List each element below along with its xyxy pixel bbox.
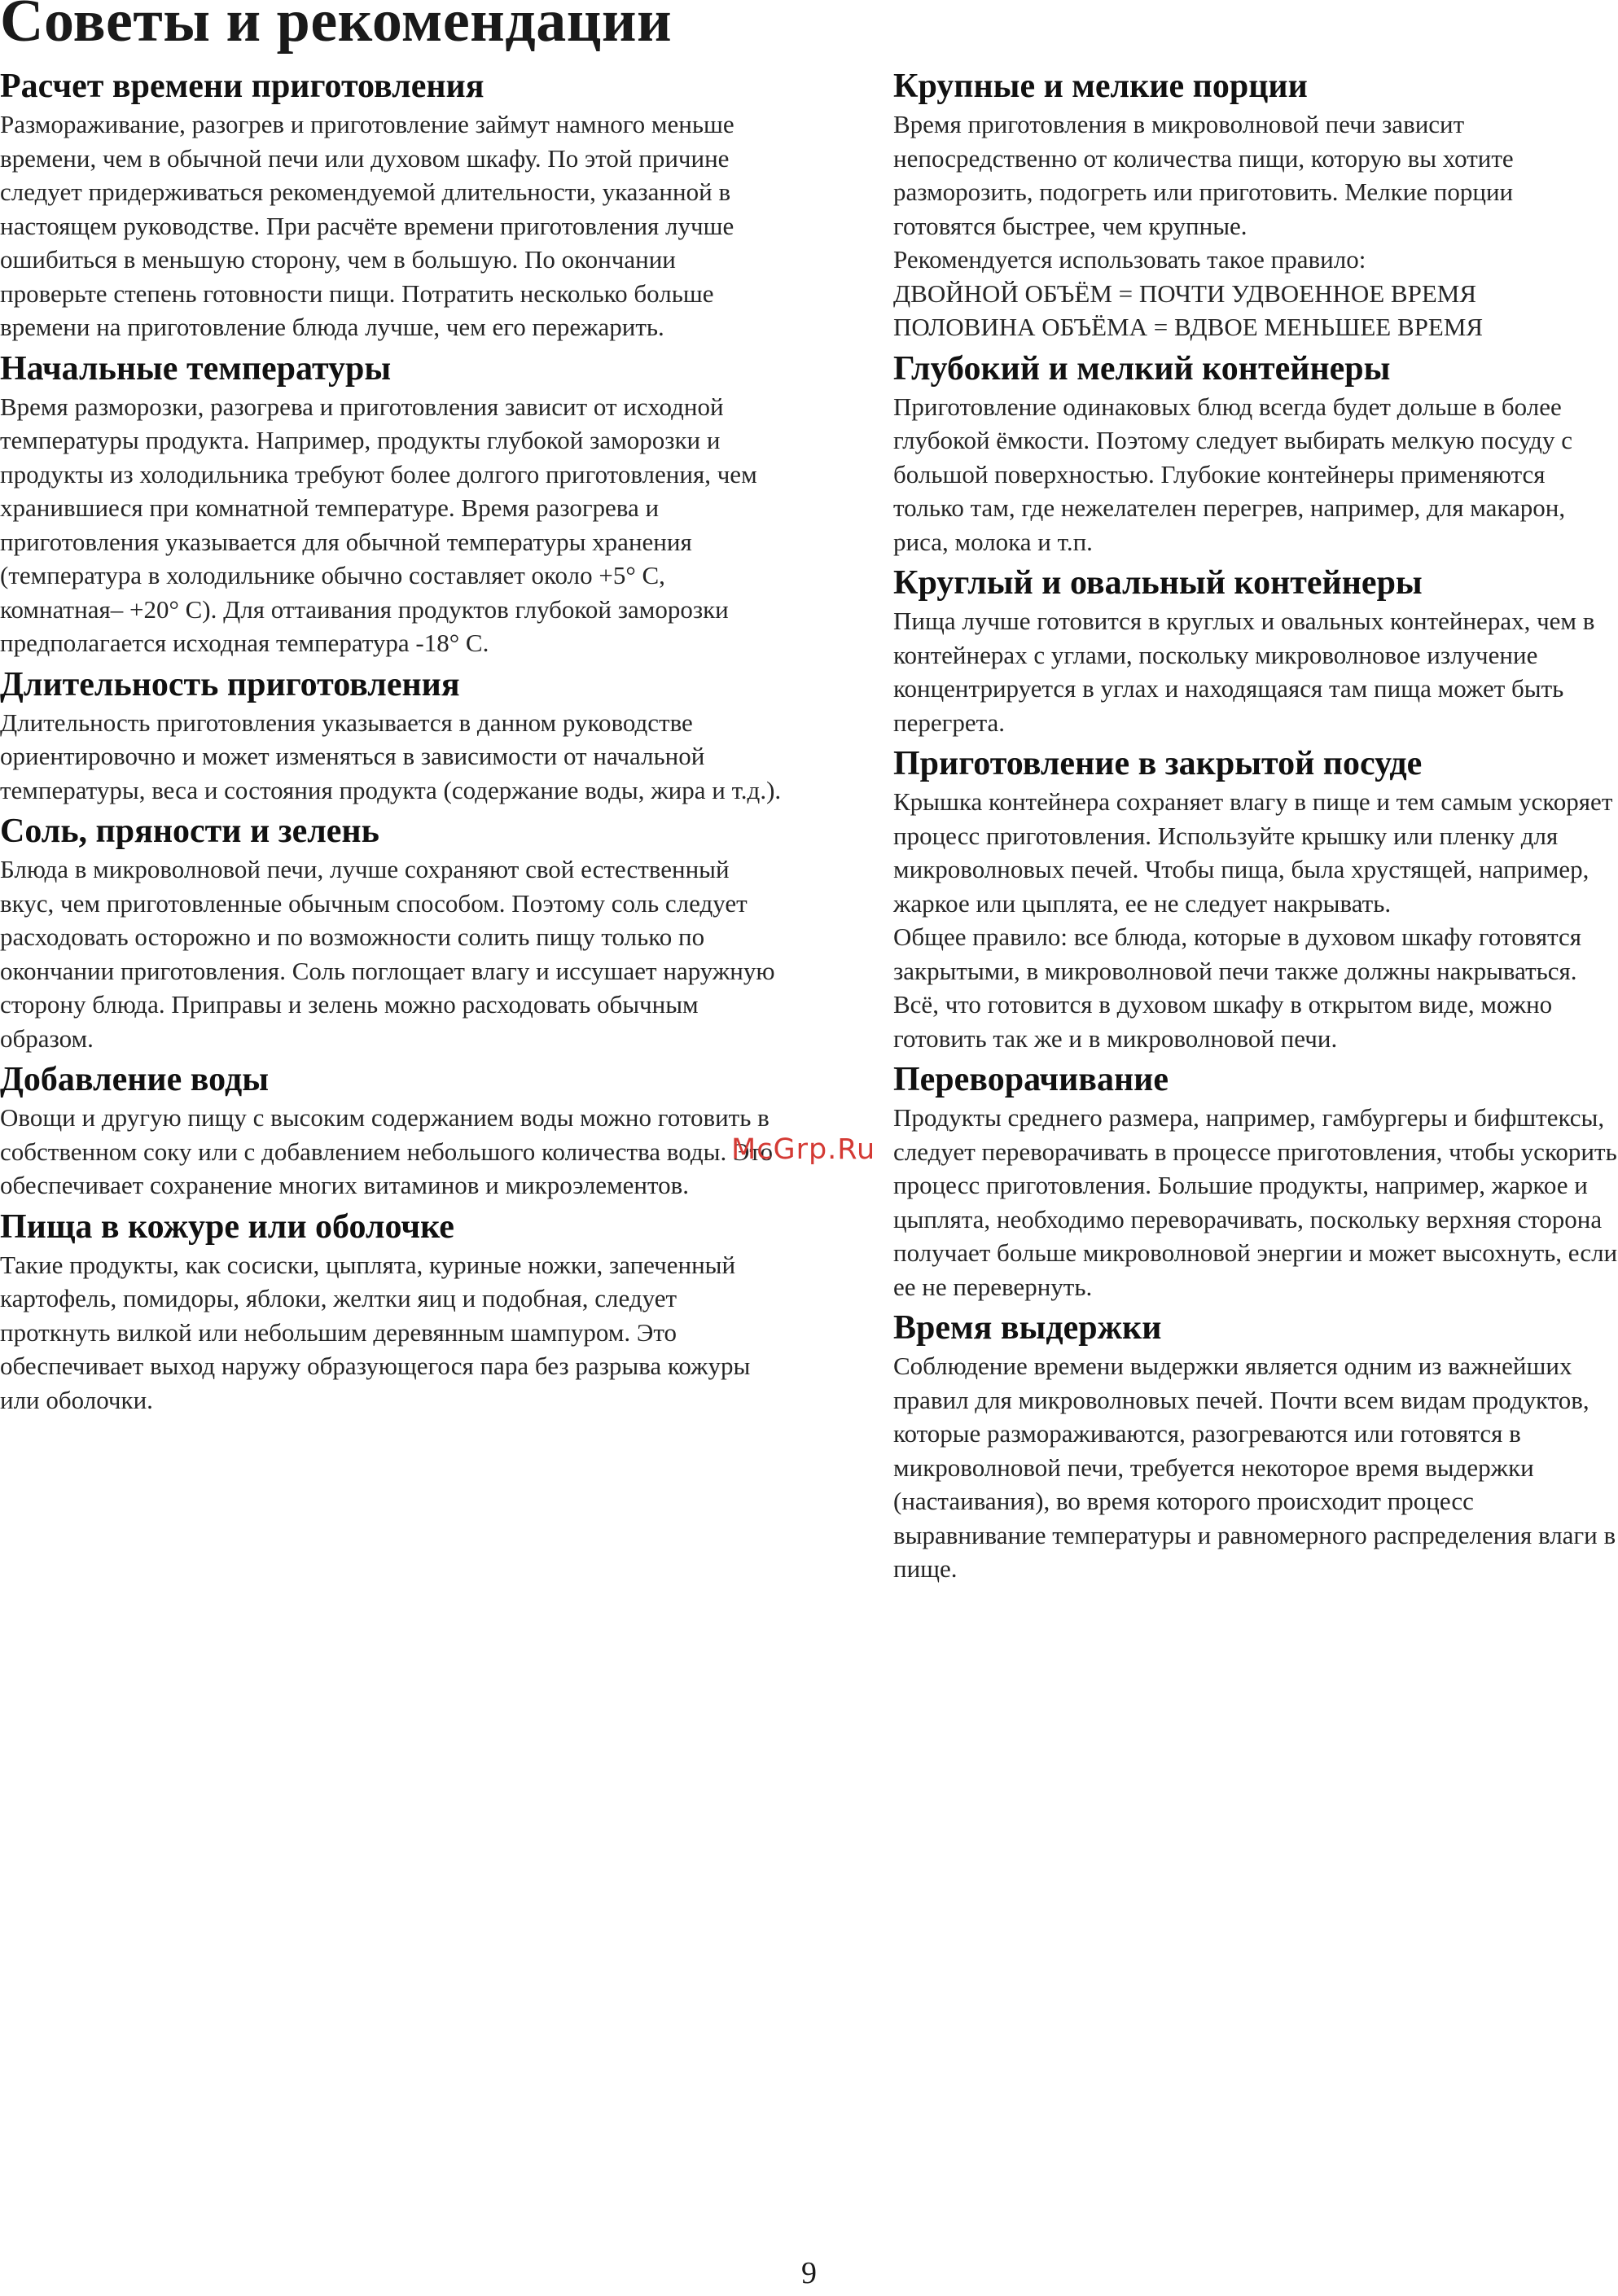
section-heading: Глубокий и мелкий контейнеры — [893, 349, 1391, 388]
section-body — [0, 1248, 782, 1417]
section-body — [0, 107, 782, 344]
section-heading: Длительность приготовления — [0, 665, 460, 703]
section-covered-cooking — [893, 743, 1618, 1055]
section-heading: Переворачивание — [893, 1061, 1169, 1098]
section-heading: Круглый и овальный контейнеры — [893, 564, 1423, 602]
section-body — [0, 390, 782, 660]
section-salt-spices-herbs — [0, 810, 782, 1055]
paragraph: Общее правило: все блюда, которые в духовом шкафу готовятся закрытыми, в микроволновой печи также должны накрываться. Всё, что готовится в духовом шкафу в открытом виде, можно готовить так же и в микроволновой печи. — [893, 922, 1582, 1053]
section-standing-time — [893, 1307, 1618, 1586]
paragraph: Крышка контейнера сохраняет влагу в пище и тем самым ускоряет процесс приготовления. Используйте крышку или пленку для микроволновых печей. Чтобы пища, была хрустящей, например, жаркое или цыплята, ее не следует накрывать. — [893, 787, 1613, 918]
paragraph: Такие продукты, как сосиски, цыплята, куриные ножки, запеченный картофель, помидоры, яблоки, желтки яиц и подобная, следует проткнуть вилкой или небольшим деревянным шампуром. Это обеспечивает выход наружу образующегося пара без разрыва кожуры или оболочки. — [0, 1250, 751, 1414]
paragraph: Приготовление одинаковых блюд всегда будет дольше в более глубокой ёмкости. Поэтому следует выбирать мелкую посуду с большой поверхностью. Глубокие контейнеры применяются только там, где нежелателен перегрев, например, для макарон, риса, молока и т.п. — [893, 392, 1572, 556]
paragraph: Время приготовления в микроволновой печи зависит непосредственно от количества пищи, которую вы хотите разморозить, подогреть или приготовить. Мелкие порции готовятся быстрее, чем крупные. — [893, 110, 1514, 240]
left-column — [0, 65, 782, 1420]
section-heading: Приготовление в закрытой посуде — [893, 745, 1423, 782]
section-body — [893, 390, 1618, 559]
paragraph: Соблюдение времени выдержки является одним из важнейших правил для микроволновых печей. Почти всем видам продуктов, которые размораживаются, разогреваются или готовятся в микроволновой печи, требуется некоторое время выдержки (настаивания), во время которого происходит процесс выравнивание температуры и равномерного распределения влаги в пище. — [893, 1352, 1616, 1583]
section-body — [893, 1349, 1618, 1586]
section-heading: Расчет времени приготовления — [0, 68, 485, 105]
paragraph: Рекомендуется использовать такое правило: — [893, 245, 1366, 274]
section-cooking-time-calc — [0, 65, 782, 344]
section-round-oval-containers — [893, 562, 1618, 739]
section-turning-over — [893, 1058, 1618, 1304]
paragraph: Размораживание, разогрев и приготовление займут намного меньше времени, чем в обычной печи или духовом шкафу. По этой причине следует придерживаться рекомендуемой длительности, указанной в настоящем руководстве. При расчёте времени приготовления лучше ошибиться в меньшую сторону, чем в большую. По окончании проверьте степень готовности пищи. Потратить несколько больше времени на приготовление блюда лучше, чем его пережарить. — [0, 110, 734, 341]
section-heading: Пища в кожуре или оболочке — [0, 1207, 454, 1246]
section-body — [0, 852, 782, 1055]
watermark: McGrp.Ru — [731, 1133, 876, 1166]
section-adding-water — [0, 1058, 782, 1203]
section-large-small-portions — [893, 65, 1618, 344]
paragraph: Пища лучше готовится в круглых и овальных контейнерах, чем в контейнерах с углами, поскольку микроволновое излучение концентрируется в углах и находящаяся там пища может быть перегрета. — [893, 607, 1595, 737]
section-body — [893, 107, 1618, 344]
rule-line: ПОЛОВИНА ОБЪЁМА = ВДВОЕ МЕНЬШЕЕ ВРЕМЯ — [893, 313, 1484, 341]
section-body — [0, 1101, 782, 1203]
section-heading: Начальные температуры — [0, 349, 392, 388]
section-body — [893, 785, 1618, 1055]
section-cooking-duration — [0, 664, 782, 808]
section-initial-temperatures — [0, 348, 782, 660]
paragraph: Блюда в микроволновой печи, лучше сохраняют свой естественный вкус, чем приготовленные обычным способом. Поэтому соль следует расходовать осторожно и по возможности солить пищу только по окончании приготовления. Соль поглощает влагу и иссушает наружную сторону блюда. Приправы и зелень можно расходовать обычным образом. — [0, 855, 775, 1053]
section-body — [893, 604, 1618, 739]
section-heading: Соль, пряности и зелень — [0, 813, 379, 850]
right-column — [893, 65, 1618, 1589]
section-heading: Крупные и мелкие порции — [893, 68, 1308, 105]
section-heading: Добавление воды — [0, 1061, 269, 1098]
section-deep-shallow-containers — [893, 348, 1618, 559]
section-body — [893, 1101, 1618, 1304]
paragraph: Продукты среднего размера, например, гамбургеры и бифштексы, следует переворачивать в процессе приготовления, чтобы ускорить процесс приготовления. Большие продукты, например, жаркое и цыплята, необходимо переворачивать, поскольку верхняя сторона получает больше микроволновой энергии и может высохнуть, если ее не перевернуть. — [893, 1103, 1618, 1301]
section-body — [0, 706, 782, 808]
paragraph: Время разморозки, разогрева и приготовления зависит от исходной температуры продукта. Например, продукты глубокой заморозки и продукты из холодильника требуют более долгого приготовления, чем хранившиеся при комнатной температуре. Время разогрева и приготовления указывается для обычной температуры хранения (температура в холодильнике обычно составляет около +5° С, комнатная– +20° С). Для оттаивания продуктов глубокой заморозки предполагается исходная температура -18° С. — [0, 392, 757, 657]
section-heading: Время выдержки — [893, 1309, 1162, 1347]
page-title: Советы и рекомендации — [0, 0, 673, 55]
paragraph: Овощи и другую пищу с высоким содержанием воды можно готовить в собственном соку или с добавлением небольшого количества воды. Это обеспечивает сохранение многих витаминов и микроэлементов. — [0, 1103, 774, 1199]
rule-line: ДВОЙНОЙ ОБЪЁМ = ПОЧТИ УДВОЕННОЕ ВРЕМЯ — [893, 278, 1477, 308]
section-food-in-skin — [0, 1206, 782, 1417]
paragraph: Длительность приготовления указывается в данном руководстве ориентировочно и может изменяться в зависимости от начальной температуры, веса и состояния продукта (содержание воды, жира и т.д.). — [0, 708, 782, 804]
page-number: 9 — [801, 2256, 817, 2290]
